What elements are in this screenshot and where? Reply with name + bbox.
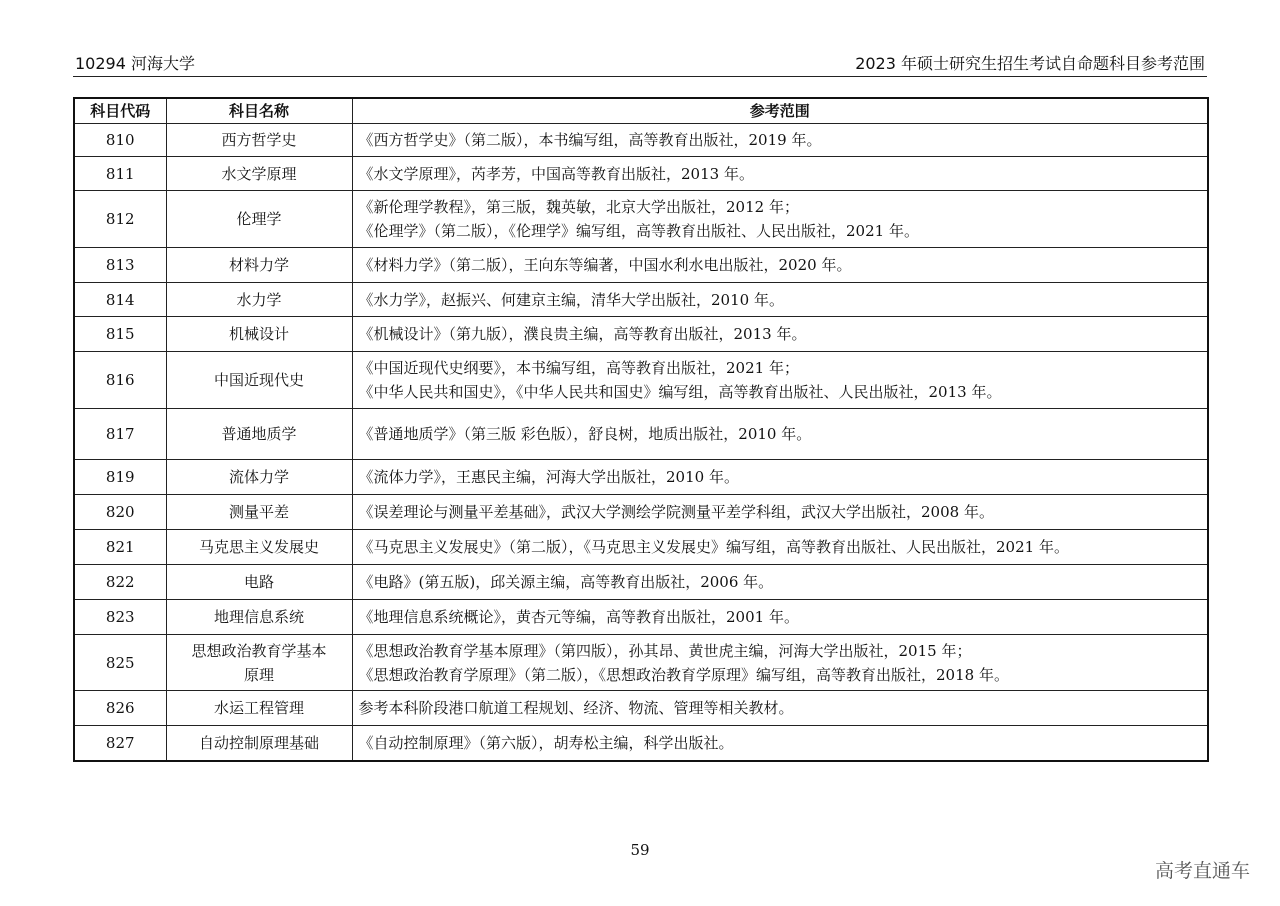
subject-name xyxy=(166,317,352,352)
reference-scope xyxy=(352,600,1208,635)
reference-scope xyxy=(352,409,1208,460)
table-row xyxy=(74,460,1208,495)
reference-line: 《思想政治教育学基本原理》（第四版），孙其昂、黄世虎主编，河海大学出版社，2015 年； xyxy=(358,641,972,660)
subject-name-line: 电路 xyxy=(243,573,274,591)
subject-name xyxy=(166,530,352,565)
table-row xyxy=(74,317,1208,352)
subject-code: 810 xyxy=(74,124,166,157)
table-row xyxy=(74,283,1208,317)
reference-table xyxy=(73,97,1209,762)
column-header-code: 科目代码 xyxy=(74,98,166,124)
reference-scope xyxy=(352,495,1208,530)
subject-name-line: 思想政治教育学基本 xyxy=(191,641,327,660)
reference-scope xyxy=(352,691,1208,726)
subject-name-line: 原理 xyxy=(243,665,274,684)
subject-name-line: 地理信息系统 xyxy=(213,608,304,626)
reference-line: 《误差理论与测量平差基础》，武汉大学测绘学院测量平差学科组，武汉大学出版社，2008 年。 xyxy=(358,503,994,521)
reference-line: 《水文学原理》，芮孝芳，中国高等教育出版社，2013 年。 xyxy=(358,164,754,183)
subject-name-line: 水力学 xyxy=(236,290,282,309)
subject-name-line: 中国近现代史 xyxy=(213,371,304,389)
table-header-row xyxy=(74,98,1208,124)
reference-line: 《水力学》，赵振兴、何建京主编，清华大学出版社，2010 年。 xyxy=(358,290,784,309)
subject-name xyxy=(166,124,352,157)
reference-scope xyxy=(352,248,1208,283)
reference-line: 《中国近现代史纲要》，本书编写组，高等教育出版社，2021 年； xyxy=(358,359,799,377)
page-header xyxy=(73,44,1207,77)
reference-scope xyxy=(352,157,1208,191)
subject-name xyxy=(166,157,352,191)
subject-name xyxy=(166,726,352,761)
reference-line: 《西方哲学史》（第二版），本书编写组，高等教育出版社，2019 年。 xyxy=(358,131,822,149)
table-row xyxy=(74,191,1208,248)
table-row xyxy=(74,691,1208,726)
table-row xyxy=(74,635,1208,691)
table-row xyxy=(74,530,1208,565)
reference-line: 《自动控制原理》（第六版），胡寿松主编，科学出版社。 xyxy=(358,733,734,752)
reference-scope xyxy=(352,124,1208,157)
subject-code: 812 xyxy=(74,191,166,248)
reference-line: 《电路》(第五版)，邱关源主编，高等教育出版社，2006 年。 xyxy=(358,573,774,591)
subject-code: 823 xyxy=(74,600,166,635)
table-row xyxy=(74,565,1208,600)
subject-name-line: 机械设计 xyxy=(228,325,289,343)
subject-name xyxy=(166,495,352,530)
subject-name xyxy=(166,691,352,726)
table-row xyxy=(74,248,1208,283)
reference-scope xyxy=(352,317,1208,352)
subject-code: 816 xyxy=(74,352,166,409)
reference-line: 《地理信息系统概论》，黄杏元等编，高等教育出版社，2001 年。 xyxy=(358,608,799,626)
subject-name xyxy=(166,409,352,460)
reference-line: 《伦理学》（第二版），《伦理学》编写组，高等教育出版社、人民出版社，2021 年。 xyxy=(358,222,919,240)
table-row xyxy=(74,352,1208,409)
subject-name xyxy=(166,191,352,248)
subject-name-line: 普通地质学 xyxy=(221,425,297,443)
subject-name-line: 西方哲学史 xyxy=(221,131,297,149)
table-row xyxy=(74,409,1208,460)
reference-scope xyxy=(352,635,1208,691)
subject-name-line: 伦理学 xyxy=(236,210,282,228)
subject-name-line: 水文学原理 xyxy=(221,164,297,183)
subject-name xyxy=(166,283,352,317)
table-row xyxy=(74,124,1208,157)
reference-line: 参考本科阶段港口航道工程规划、经济、物流、管理等相关教材。 xyxy=(358,699,794,717)
reference-scope xyxy=(352,726,1208,761)
subject-code: 814 xyxy=(74,283,166,317)
subject-code: 820 xyxy=(74,495,166,530)
university-code-name: 10294 河海大学 xyxy=(75,54,195,73)
reference-line: 《马克思主义发展史》（第二版），《马克思主义发展史》编写组，高等教育出版社、人民出版社，2021 年。 xyxy=(358,538,1069,556)
reference-line: 《普通地质学》（第三版 彩色版），舒良树，地质出版社，2010 年。 xyxy=(358,425,812,443)
subject-code: 827 xyxy=(74,726,166,761)
reference-line: 《机械设计》（第九版），濮良贵主编，高等教育出版社，2013 年。 xyxy=(358,325,807,343)
table-row xyxy=(74,495,1208,530)
subject-name xyxy=(166,565,352,600)
subject-name-line: 流体力学 xyxy=(228,468,289,486)
reference-line: 《材料力学》（第二版），王向东等编著，中国水利水电出版社，2020 年。 xyxy=(358,256,852,274)
subject-name xyxy=(166,248,352,283)
table-row xyxy=(74,600,1208,635)
reference-scope xyxy=(352,460,1208,495)
subject-name xyxy=(166,460,352,495)
reference-line: 《新伦理学教程》，第三版，魏英敏，北京大学出版社，2012 年； xyxy=(358,198,799,216)
subject-name xyxy=(166,635,352,691)
watermark-text: 高考直通车 xyxy=(1154,860,1250,882)
reference-scope xyxy=(352,352,1208,409)
subject-name-line: 水运工程管理 xyxy=(213,699,304,717)
table-row xyxy=(74,157,1208,191)
reference-scope xyxy=(352,565,1208,600)
subject-name-line: 材料力学 xyxy=(228,256,289,274)
reference-scope xyxy=(352,530,1208,565)
subject-name xyxy=(166,352,352,409)
reference-line: 《中华人民共和国史》，《中华人民共和国史》编写组，高等教育出版社、人民出版社，2013 年。 xyxy=(358,383,1002,401)
subject-code: 822 xyxy=(74,565,166,600)
subject-code: 826 xyxy=(74,691,166,726)
reference-line: 《流体力学》，王惠民主编，河海大学出版社，2010 年。 xyxy=(358,468,739,486)
reference-scope xyxy=(352,191,1208,248)
table-row xyxy=(74,726,1208,761)
subject-code: 817 xyxy=(74,409,166,460)
subject-name xyxy=(166,600,352,635)
page-number: 59 xyxy=(630,841,650,859)
subject-code: 821 xyxy=(74,530,166,565)
subject-code: 811 xyxy=(74,157,166,191)
subject-code: 825 xyxy=(74,635,166,691)
column-header-range: 参考范围 xyxy=(352,98,1208,124)
subject-code: 819 xyxy=(74,460,166,495)
subject-name-line: 马克思主义发展史 xyxy=(198,538,319,556)
subject-code: 815 xyxy=(74,317,166,352)
reference-line: 《思想政治教育学原理》（第二版），《思想政治教育学原理》编写组，高等教育出版社，2018 年。 xyxy=(358,665,1009,684)
reference-scope xyxy=(352,283,1208,317)
document-title: 2023 年硕士研究生招生考试自命题科目参考范围 xyxy=(855,54,1205,73)
column-header-name: 科目名称 xyxy=(166,98,352,124)
subject-name-line: 自动控制原理基础 xyxy=(198,733,319,752)
subject-name-line: 测量平差 xyxy=(228,503,289,521)
subject-code: 813 xyxy=(74,248,166,283)
